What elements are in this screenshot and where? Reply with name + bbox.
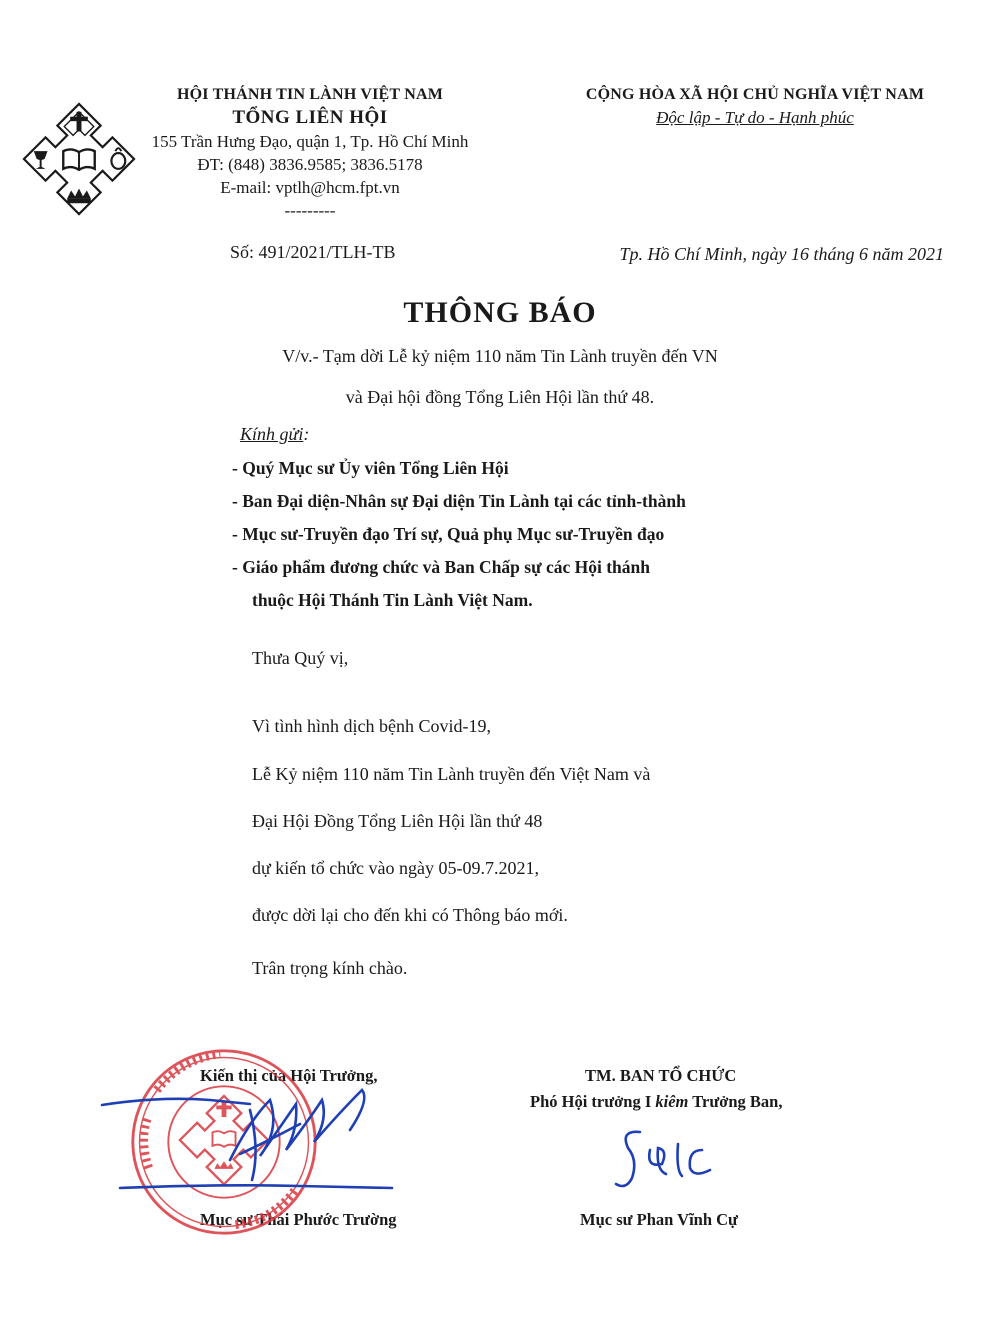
subject-line-2: và Đại hội đồng Tổng Liên Hội lần thứ 48. [345, 387, 655, 407]
church-logo-icon [20, 100, 138, 218]
signature-right-name: Mục sư Phan Vĩnh Cự [580, 1210, 738, 1229]
signature-right-role-a: Phó Hội trưởng I [530, 1092, 656, 1111]
subject-line-1: V/v.- Tạm dời Lễ kỷ niệm 110 năm Tin Lành truyền đến VN [282, 346, 718, 366]
body-line-3: Đại Hội Đồng Tổng Liên Hội lần thứ 48 [252, 811, 543, 831]
body-line-4: dự kiến tổ chức vào ngày 05-09.7.2021, [252, 858, 539, 878]
salutation-label: Kính gửi [240, 424, 304, 444]
greeting: Thưa Quý vị, [252, 648, 349, 668]
place-date: Tp. Hồ Chí Minh, ngày 16 tháng 6 năm 2021 [619, 244, 944, 264]
letterhead-organization [150, 84, 470, 222]
signature-right-line-1: TM. BAN TỔ CHỨC [585, 1066, 737, 1085]
organization-address: 155 Trần Hưng Đạo, quận 1, Tp. Hồ Chí Minh [151, 132, 469, 151]
closing: Trân trọng kính chào. [252, 958, 408, 978]
nation-motto: Độc lập - Tự do - Hạnh phúc [656, 108, 854, 127]
signature-right-role-c: Trưởng Ban, [688, 1092, 783, 1111]
letterhead-nation [560, 84, 950, 129]
organization-phone: ĐT: (848) 3836.9585; 3836.5178 [197, 155, 423, 174]
recipient-2: - Ban Đại diện-Nhân sự Đại diện Tin Lành tại các tỉnh-thành [232, 491, 686, 511]
document-title: THÔNG BÁO [403, 296, 597, 329]
organization-name: HỘI THÁNH TIN LÀNH VIỆT NAM [176, 86, 444, 103]
recipient-4: - Giáo phẩm đương chức và Ban Chấp sự các Hội thánh [232, 557, 651, 577]
organization-email: E-mail: vptlh@hcm.fpt.vn [220, 178, 400, 197]
header-divider: --------- [284, 201, 336, 220]
signature-right-line-2 [530, 1092, 782, 1112]
salutation [240, 424, 309, 445]
body-line-5: được dời lại cho đến khi có Thông báo mới. [252, 905, 568, 925]
organization-sub: TỔNG LIÊN HỘI [232, 107, 388, 128]
salutation-colon: : [303, 424, 310, 444]
nation-name: CỘNG HÒA XÃ HỘI CHỦ NGHĨA VIỆT NAM [585, 86, 925, 103]
handwritten-signature-right-icon [610, 1120, 730, 1200]
handwritten-signature-left-icon [100, 1060, 400, 1210]
body-line-2: Lễ Kỷ niệm 110 năm Tin Lành truyền đến Việt Nam và [252, 764, 651, 784]
signature-left-title: Kiến thị của Hội Trưởng, [200, 1066, 378, 1085]
signature-right-role-b: kiêm [655, 1092, 689, 1111]
recipient-4-continued: thuộc Hội Thánh Tin Lành Việt Nam. [252, 590, 533, 610]
signature-left-name: Mục sư Thái Phước Trường [200, 1210, 397, 1229]
body-line-1: Vì tình hình dịch bệnh Covid-19, [252, 716, 491, 736]
recipient-3: - Mục sư-Truyền đạo Trí sự, Quả phụ Mục sư-Truyền đạo [232, 524, 665, 544]
recipient-1: - Quý Mục sư Ủy viên Tổng Liên Hội [232, 458, 509, 478]
document-number: Số: 491/2021/TLH-TB [230, 242, 396, 262]
